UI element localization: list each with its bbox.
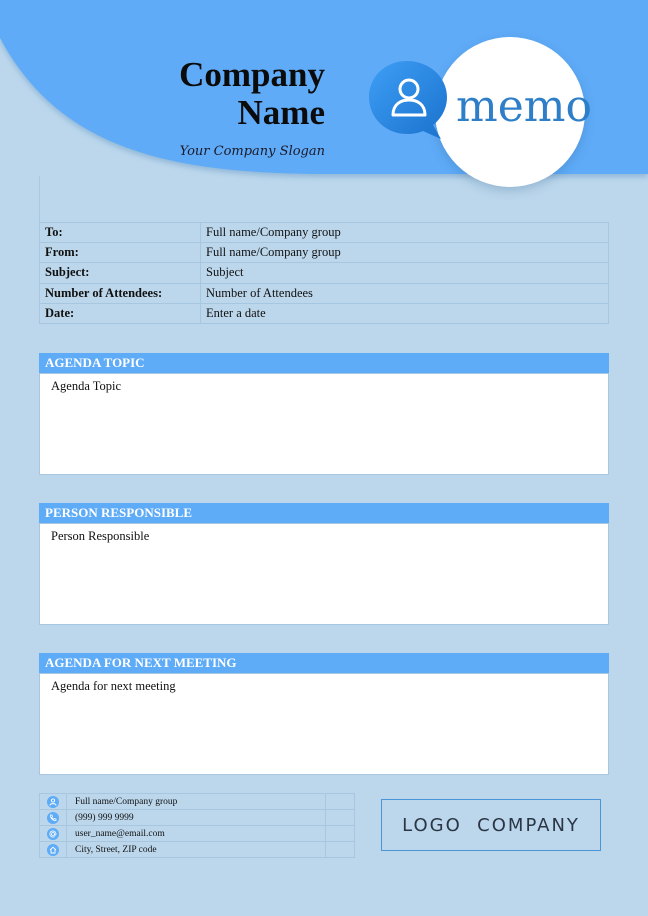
contact-spacer <box>326 826 355 842</box>
phone-icon <box>40 810 67 826</box>
info-row-date <box>40 303 609 323</box>
info-value[interactable]: Subject <box>201 263 609 283</box>
section-body[interactable]: Person Responsible <box>39 523 609 625</box>
company-logo-placeholder <box>381 799 601 851</box>
info-value[interactable]: Number of Attendees <box>201 283 609 303</box>
info-value[interactable]: Full name/Company group <box>201 223 609 243</box>
section-heading: AGENDA TOPIC <box>39 353 609 373</box>
logo-text: LOGO COMPANY <box>402 814 580 836</box>
contact-name: Full name/Company group <box>67 794 326 810</box>
memo-info-table <box>39 222 609 324</box>
memo-title: memo <box>456 81 592 132</box>
section-next-meeting <box>39 653 609 775</box>
section-person-responsible <box>39 503 609 625</box>
home-icon <box>40 842 67 858</box>
info-label: To: <box>40 223 201 243</box>
info-label: Subject: <box>40 263 201 283</box>
section-body[interactable]: Agenda for next meeting <box>39 673 609 775</box>
info-label: From: <box>40 243 201 263</box>
email-icon <box>40 826 67 842</box>
info-row-attendees <box>40 283 609 303</box>
contact-spacer <box>326 794 355 810</box>
contact-email: user_name@email.com <box>67 826 326 842</box>
info-value[interactable]: Enter a date <box>201 303 609 323</box>
section-heading: PERSON RESPONSIBLE <box>39 503 609 523</box>
chat-bubble-person-icon <box>365 57 455 147</box>
info-row-subject <box>40 263 609 283</box>
info-row-to <box>40 223 609 243</box>
company-name: Company Name <box>179 55 325 132</box>
info-value[interactable]: Full name/Company group <box>201 243 609 263</box>
info-label: Date: <box>40 303 201 323</box>
section-agenda-topic <box>39 353 609 475</box>
info-row-from <box>40 243 609 263</box>
divider-line <box>39 176 40 222</box>
info-label: Number of Attendees: <box>40 283 201 303</box>
contact-spacer <box>326 810 355 826</box>
contact-spacer <box>326 842 355 858</box>
contact-phone: (999) 999 9999 <box>67 810 326 826</box>
person-icon <box>40 794 67 810</box>
section-body[interactable]: Agenda Topic <box>39 373 609 475</box>
contact-address: City, Street, ZIP code <box>67 842 326 858</box>
section-heading: AGENDA FOR NEXT MEETING <box>39 653 609 673</box>
company-slogan: Your Company Slogan <box>179 144 325 159</box>
